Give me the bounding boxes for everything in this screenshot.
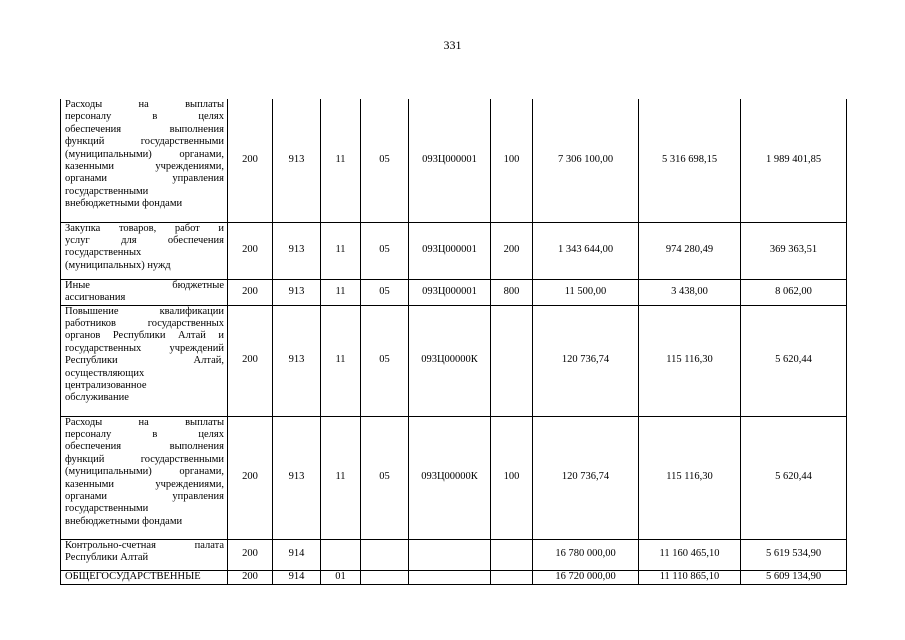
row-name-line: осуществляющих <box>65 367 145 379</box>
row-name-line: персоналу в целях <box>65 111 224 123</box>
row-name-line: государственных <box>65 247 142 259</box>
row-name-line: Расходы на выплаты <box>65 416 224 428</box>
target-article-cell: 093Ц00000К <box>409 305 491 416</box>
ministry-code-cell: 913 <box>273 222 321 279</box>
expense-type-cell <box>491 570 533 584</box>
executed-amount-cell: 3 438,00 <box>639 279 741 305</box>
ministry-code-cell: 914 <box>273 570 321 584</box>
expense-type-cell: 800 <box>491 279 533 305</box>
table-row <box>61 416 847 539</box>
row-name-line: государственными <box>65 185 149 197</box>
row-name-line: обеспечения выполнения <box>65 441 224 453</box>
remaining-amount-cell: 5 619 534,90 <box>741 539 847 570</box>
subchapter-code-cell: 05 <box>361 416 409 539</box>
row-name-line: органов Республики Алтай и <box>65 330 224 342</box>
row-name-line: органами управления <box>65 490 224 502</box>
table-row <box>61 279 847 305</box>
row-name-line: казенными учреждениями, <box>65 478 224 490</box>
target-article-cell: 093Ц000001 <box>409 279 491 305</box>
target-article-cell: 093Ц000001 <box>409 222 491 279</box>
budget-table <box>60 99 847 585</box>
row-name-line: функций государственными <box>65 453 224 465</box>
executed-amount-cell: 11 110 865,10 <box>639 570 741 584</box>
section-code-cell: 200 <box>228 305 273 416</box>
table-row <box>61 99 847 222</box>
executed-amount-cell: 115 116,30 <box>639 305 741 416</box>
remaining-amount-cell: 369 363,51 <box>741 222 847 279</box>
subchapter-code-cell: 05 <box>361 222 409 279</box>
approved-amount-cell: 120 736,74 <box>533 305 639 416</box>
row-name-cell <box>61 416 228 539</box>
ministry-code-cell: 913 <box>273 99 321 222</box>
ministry-code-cell: 914 <box>273 539 321 570</box>
chapter-code-cell: 11 <box>321 305 361 416</box>
table-row <box>61 305 847 416</box>
row-name-line: услуг для обеспечения <box>65 234 224 246</box>
chapter-code-cell <box>321 539 361 570</box>
approved-amount-cell: 1 343 644,00 <box>533 222 639 279</box>
section-code-cell: 200 <box>228 539 273 570</box>
row-name-line: государственных учреждений <box>65 342 224 354</box>
row-name-line: Республики Алтай <box>65 551 149 563</box>
executed-amount-cell: 974 280,49 <box>639 222 741 279</box>
executed-amount-cell: 5 316 698,15 <box>639 99 741 222</box>
row-name-line: централизованное <box>65 379 147 391</box>
executed-amount-cell: 115 116,30 <box>639 416 741 539</box>
section-code-cell: 200 <box>228 99 273 222</box>
row-name-line: Контрольно-счетная палата <box>65 539 224 551</box>
row-name-cell <box>61 539 228 570</box>
row-name-cell <box>61 99 228 222</box>
remaining-amount-cell: 5 620,44 <box>741 305 847 416</box>
ministry-code-cell: 913 <box>273 279 321 305</box>
subchapter-code-cell <box>361 570 409 584</box>
row-name-line: работников государственных <box>65 317 224 329</box>
chapter-code-cell: 11 <box>321 416 361 539</box>
executed-amount-cell: 11 160 465,10 <box>639 539 741 570</box>
chapter-code-cell: 11 <box>321 99 361 222</box>
section-code-cell: 200 <box>228 416 273 539</box>
expense-type-cell: 200 <box>491 222 533 279</box>
expense-type-cell <box>491 305 533 416</box>
section-code-cell: 200 <box>228 222 273 279</box>
approved-amount-cell: 16 720 000,00 <box>533 570 639 584</box>
table-row <box>61 570 847 584</box>
ministry-code-cell: 913 <box>273 416 321 539</box>
row-name-line: органами управления <box>65 173 224 185</box>
approved-amount-cell: 16 780 000,00 <box>533 539 639 570</box>
expense-type-cell: 100 <box>491 416 533 539</box>
row-name-line: обеспечения выполнения <box>65 123 224 135</box>
row-name-line: персоналу в целях <box>65 428 224 440</box>
target-article-cell: 093Ц000001 <box>409 99 491 222</box>
ministry-code-cell: 913 <box>273 305 321 416</box>
expense-type-cell <box>491 539 533 570</box>
target-article-cell <box>409 570 491 584</box>
subchapter-code-cell: 05 <box>361 279 409 305</box>
subchapter-code-cell: 05 <box>361 305 409 416</box>
section-code-cell: 200 <box>228 570 273 584</box>
subchapter-code-cell <box>361 539 409 570</box>
target-article-cell <box>409 539 491 570</box>
approved-amount-cell: 11 500,00 <box>533 279 639 305</box>
row-name-line: (муниципальными) органами, <box>65 466 224 478</box>
table-row <box>61 539 847 570</box>
row-name-cell <box>61 279 228 305</box>
target-article-cell: 093Ц00000К <box>409 416 491 539</box>
section-code-cell: 200 <box>228 279 273 305</box>
expense-type-cell: 100 <box>491 99 533 222</box>
row-name-cell <box>61 570 228 584</box>
row-name-line: внебюджетными фондами <box>65 515 183 527</box>
remaining-amount-cell: 8 062,00 <box>741 279 847 305</box>
row-name-cell <box>61 305 228 416</box>
remaining-amount-cell: 5 620,44 <box>741 416 847 539</box>
chapter-code-cell: 01 <box>321 570 361 584</box>
row-name-line: функций государственными <box>65 136 224 148</box>
row-name-line: казенными учреждениями, <box>65 161 224 173</box>
row-name-line: ассигнования <box>65 291 126 303</box>
row-name-line: (муниципальных) нужд <box>65 259 171 271</box>
row-name-line: Закупка товаров, работ и <box>65 222 224 234</box>
row-name-line: (муниципальными) органами, <box>65 148 224 160</box>
chapter-code-cell: 11 <box>321 222 361 279</box>
row-name-line: Республики Алтай, <box>65 355 224 367</box>
chapter-code-cell: 11 <box>321 279 361 305</box>
approved-amount-cell: 120 736,74 <box>533 416 639 539</box>
page-number: 331 <box>443 38 462 52</box>
row-name-line: Расходы на выплаты <box>65 99 224 110</box>
subchapter-code-cell: 05 <box>361 99 409 222</box>
approved-amount-cell: 7 306 100,00 <box>533 99 639 222</box>
row-name-line: Иные бюджетные <box>65 279 224 291</box>
row-name-line: государственными <box>65 503 149 515</box>
row-name-line: обслуживание <box>65 392 129 404</box>
table-row <box>61 222 847 279</box>
row-name-line: внебюджетными фондами <box>65 198 183 210</box>
row-name-line: Повышение квалификации <box>65 305 224 317</box>
row-name-cell <box>61 222 228 279</box>
row-name-line: ОБЩЕГОСУДАРСТВЕННЫЕ <box>65 570 201 582</box>
remaining-amount-cell: 1 989 401,85 <box>741 99 847 222</box>
remaining-amount-cell: 5 609 134,90 <box>741 570 847 584</box>
